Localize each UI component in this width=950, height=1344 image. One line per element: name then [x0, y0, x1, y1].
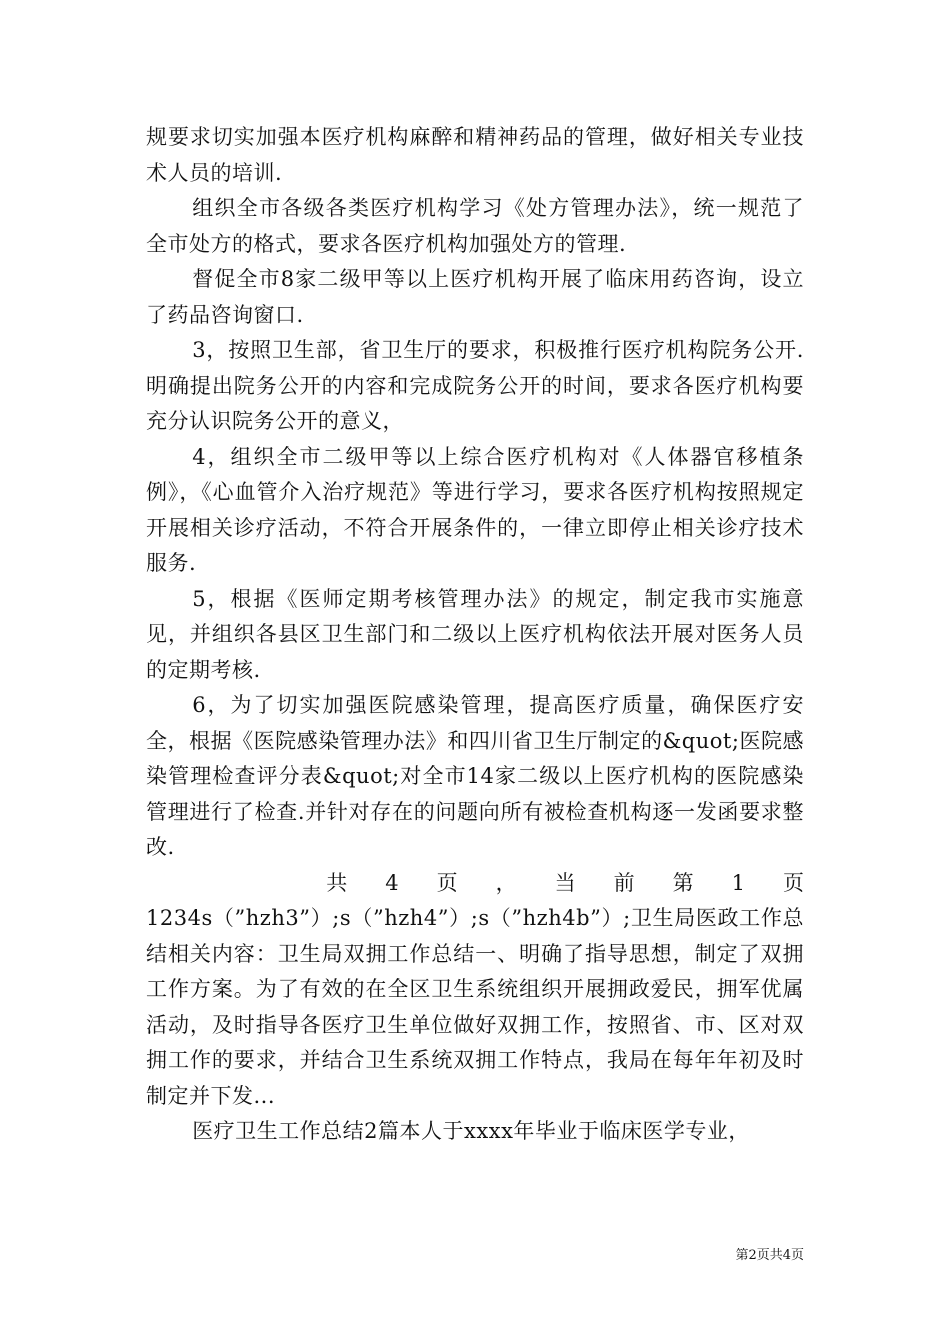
paragraph-5: 4，组织全市二级甲等以上综合医疗机构对《人体器官移植条例》，《心血管介入治疗规范》等进行学习，要求各医疗机构按照规定开展相关诊疗活动，不符合开展条件的，一律立即停止相关诊疗技术服务. [146, 444, 804, 575]
page-counter-word: 页 [783, 870, 804, 895]
page-footer: 第2页共4页 [735, 1248, 804, 1263]
last-paragraph: 医疗卫生工作总结2篇本人于xxxx年毕业于临床医学专业， [192, 1119, 750, 1143]
paragraph-6: 5，根据《医师定期考核管理办法》的规定，制定我市实施意见，并组织各县区卫生部门和二级以上医疗机构依法开展对医务人员的定期考核. [146, 586, 804, 682]
paragraph-3: 督促全市8家二级甲等以上医疗机构开展了临床用药咨询，设立了药品咨询窗口. [146, 267, 804, 327]
page-counter-word: 1 [731, 870, 745, 895]
paragraph-4: 3，按照卫生部，省卫生厅的要求，积极推行医疗机构院务公开.明确提出院务公开的内容和完成院务公开的时间，要求各医疗机构要充分认识院务公开的意义， [146, 338, 804, 433]
page-counter-line [146, 866, 804, 902]
page-counter-word: 前 [613, 870, 635, 895]
page-counter-word: 当 [554, 870, 576, 895]
paragraph-2: 组织全市各级各类医疗机构学习《处方管理办法》，统一规范了全市处方的格式，要求各医疗机构加强处方的管理. [146, 196, 804, 256]
paragraph-1: 规要求切实加强本医疗机构麻醉和精神药品的管理，做好相关专业技术人员的培训. [146, 125, 804, 185]
page-counter-word: 第 [672, 870, 694, 895]
document-body [146, 120, 804, 1150]
page-counter-word: 共 [326, 870, 348, 895]
page-counter-word: 页 [436, 870, 458, 895]
paragraph-7: 6，为了切实加强医院感染管理，提高医疗质量，确保医疗安全，根据《医院感染管理办法》和四川省卫生厅制定的&quot;医院感染管理检查评分表&quot;对全市14家二级以上医疗机构的医院感染管理进行了检查.并针对存在的问题向所有被检查机构逐一发函要求整改. [146, 693, 804, 859]
page-counter-word: ， [495, 870, 517, 895]
continuation-paragraph: 1234s（”hzh3”）;s（”hzh4”）;s（”hzh4b”）;卫生局医政工作总结相关内容：卫生局双拥工作总结一、明确了指导思想，制定了双拥工作方案。为了有效的在全区卫生系统组织开展拥政爱民，拥军优属活动，及时指导各医疗卫生单位做好双拥工作，按照省、市、区对双拥工作的要求，并结合卫生系统双拥工作特点，我局在每年年初及时制定并下发... [146, 906, 804, 1108]
page-counter-word: 4 [385, 870, 399, 895]
